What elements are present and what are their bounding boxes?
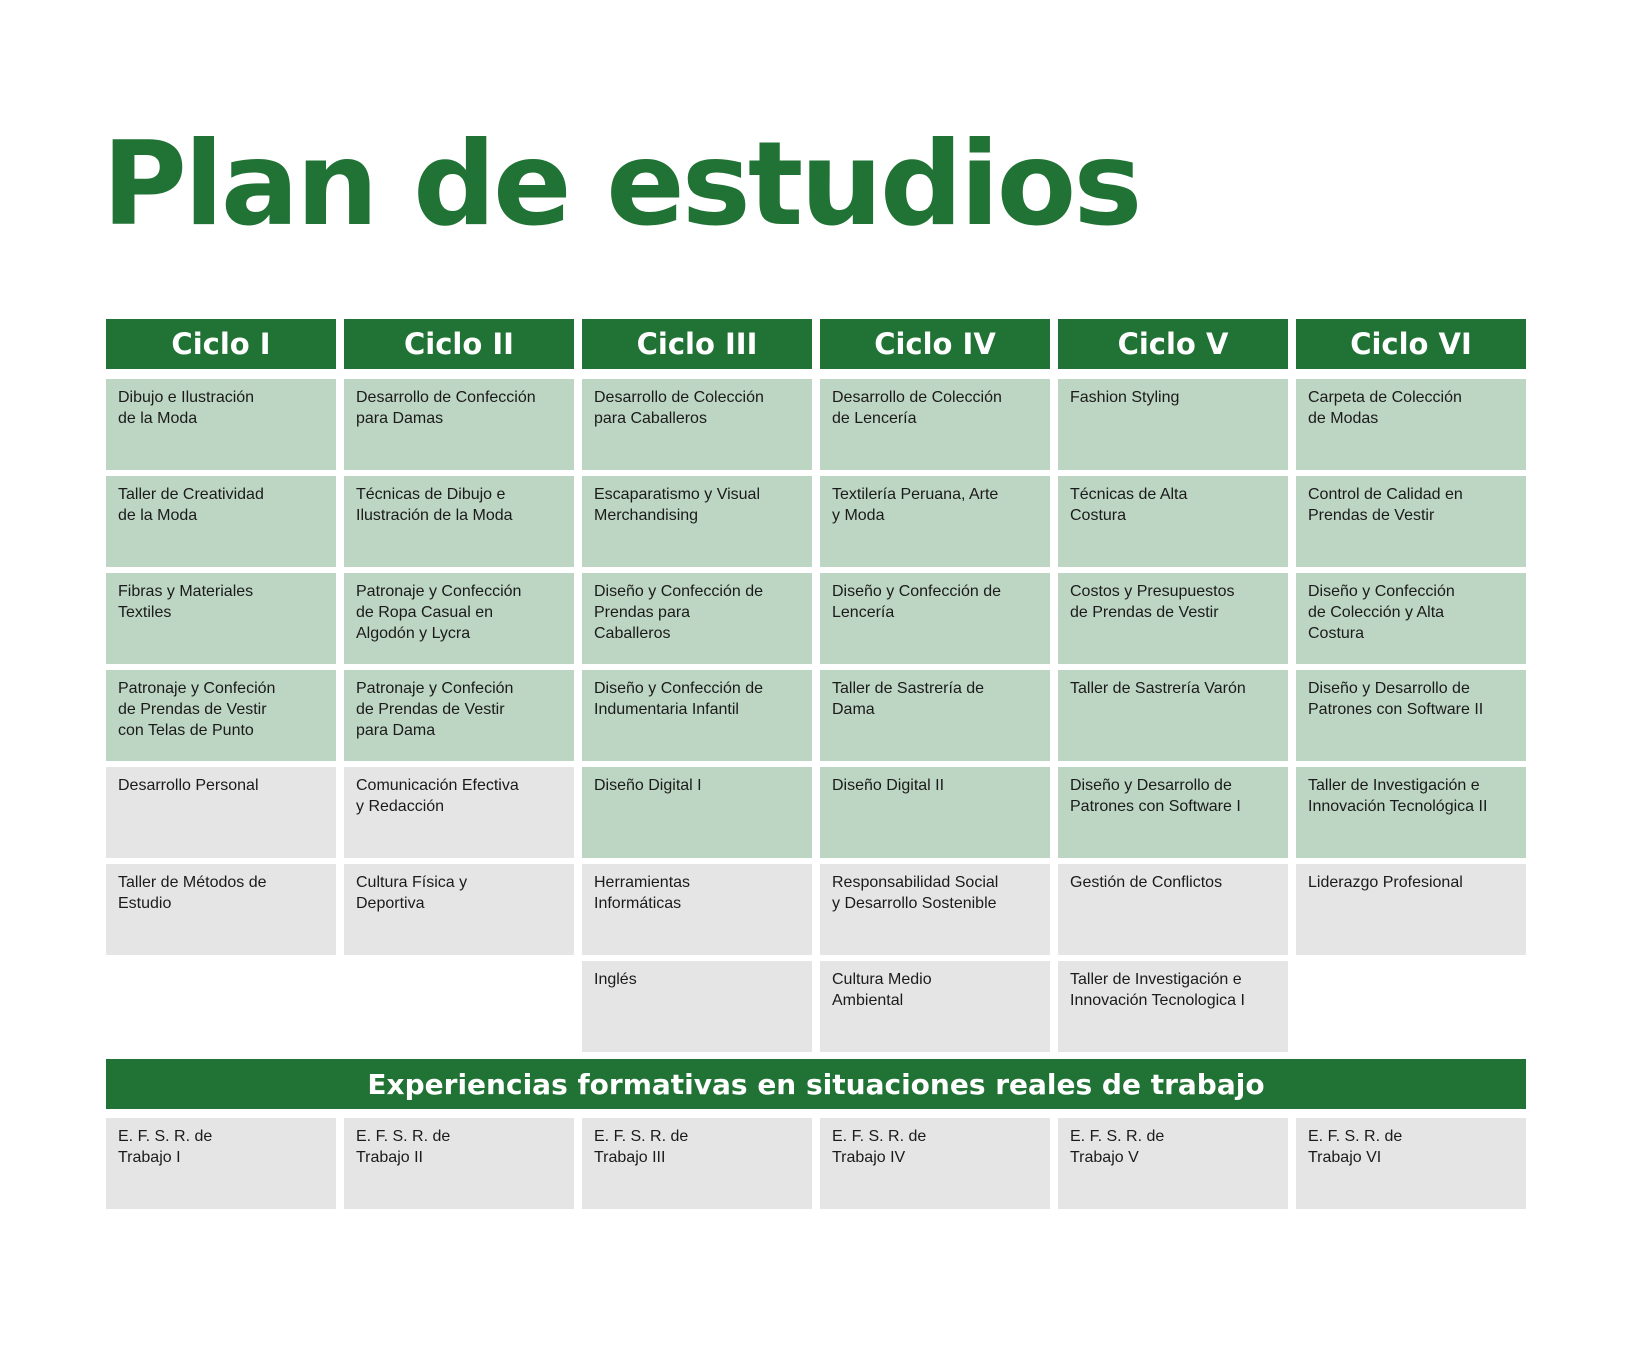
course-cell: Desarrollo de Colección de Lencería — [820, 379, 1050, 470]
course-cell: Taller de Sastrería de Dama — [820, 670, 1050, 761]
course-cell: Cultura Medio Ambiental — [820, 961, 1050, 1052]
course-cell: Taller de Métodos de Estudio — [106, 864, 336, 955]
experience-cell: E. F. S. R. de Trabajo IV — [820, 1118, 1050, 1209]
course-cell: Desarrollo Personal — [106, 767, 336, 858]
cycle-column-2 — [344, 319, 574, 1052]
experience-cell: E. F. S. R. de Trabajo V — [1058, 1118, 1288, 1209]
course-cell: Patronaje y Confeción de Prendas de Vestir para Dama — [344, 670, 574, 761]
course-cell: Diseño y Desarrollo de Patrones con Software II — [1296, 670, 1526, 761]
course-cell: Escaparatismo y Visual Merchandising — [582, 476, 812, 567]
cycle-column-6 — [1296, 319, 1526, 1052]
course-cell: Diseño y Desarrollo de Patrones con Software I — [1058, 767, 1288, 858]
cycle-column-1 — [106, 319, 336, 1052]
course-cell: Diseño y Confección de Indumentaria Infantil — [582, 670, 812, 761]
experiences-header: Experiencias formativas en situaciones reales de trabajo — [106, 1059, 1526, 1109]
course-cell: Técnicas de Alta Costura — [1058, 476, 1288, 567]
cycle-header-6: Ciclo VI — [1296, 319, 1526, 369]
course-cell: Taller de Investigación e Innovación Tecnologica I — [1058, 961, 1288, 1052]
course-cell: Desarrollo de Colección para Caballeros — [582, 379, 812, 470]
course-cell: Taller de Investigación e Innovación Tecnológica II — [1296, 767, 1526, 858]
course-cell: Textilería Peruana, Arte y Moda — [820, 476, 1050, 567]
cycle-header-5: Ciclo V — [1058, 319, 1288, 369]
course-cell: Diseño y Confección de Prendas para Caballeros — [582, 573, 812, 664]
experiences-row — [106, 1118, 1526, 1209]
course-cell: Control de Calidad en Prendas de Vestir — [1296, 476, 1526, 567]
experience-cell: E. F. S. R. de Trabajo III — [582, 1118, 812, 1209]
page-title: Plan de estudios — [102, 117, 1140, 252]
course-cell: Carpeta de Colección de Modas — [1296, 379, 1526, 470]
course-cell: Herramientas Informáticas — [582, 864, 812, 955]
course-cell: Técnicas de Dibujo e Ilustración de la Moda — [344, 476, 574, 567]
course-cell: Taller de Creatividad de la Moda — [106, 476, 336, 567]
course-cell: Responsabilidad Social y Desarrollo Sostenible — [820, 864, 1050, 955]
experience-cell: E. F. S. R. de Trabajo I — [106, 1118, 336, 1209]
course-cell: Desarrollo de Confección para Damas — [344, 379, 574, 470]
cycle-header-4: Ciclo IV — [820, 319, 1050, 369]
course-cell: Fashion Styling — [1058, 379, 1288, 470]
course-cell: Inglés — [582, 961, 812, 1052]
curriculum-grid — [106, 319, 1526, 1052]
course-cell: Cultura Física y Deportiva — [344, 864, 574, 955]
course-cell: Costos y Presupuestos de Prendas de Vestir — [1058, 573, 1288, 664]
cycle-header-1: Ciclo I — [106, 319, 336, 369]
course-cell: Gestión de Conflictos — [1058, 864, 1288, 955]
course-cell: Comunicación Efectiva y Redacción — [344, 767, 574, 858]
course-cell: Patronaje y Confeción de Prendas de Vestir con Telas de Punto — [106, 670, 336, 761]
course-cell: Fibras y Materiales Textiles — [106, 573, 336, 664]
experience-cell: E. F. S. R. de Trabajo VI — [1296, 1118, 1526, 1209]
course-cell: Dibujo e Ilustración de la Moda — [106, 379, 336, 470]
course-cell: Diseño y Confección de Colección y Alta Costura — [1296, 573, 1526, 664]
course-cell: Diseño y Confección de Lencería — [820, 573, 1050, 664]
experience-cell: E. F. S. R. de Trabajo II — [344, 1118, 574, 1209]
course-cell: Diseño Digital I — [582, 767, 812, 858]
cycle-header-3: Ciclo III — [582, 319, 812, 369]
cycle-column-3 — [582, 319, 812, 1052]
course-cell: Patronaje y Confección de Ropa Casual en Algodón y Lycra — [344, 573, 574, 664]
cycle-header-2: Ciclo II — [344, 319, 574, 369]
cycle-column-5 — [1058, 319, 1288, 1052]
course-cell: Taller de Sastrería Varón — [1058, 670, 1288, 761]
cycle-column-4 — [820, 319, 1050, 1052]
course-cell: Diseño Digital II — [820, 767, 1050, 858]
course-cell: Liderazgo Profesional — [1296, 864, 1526, 955]
